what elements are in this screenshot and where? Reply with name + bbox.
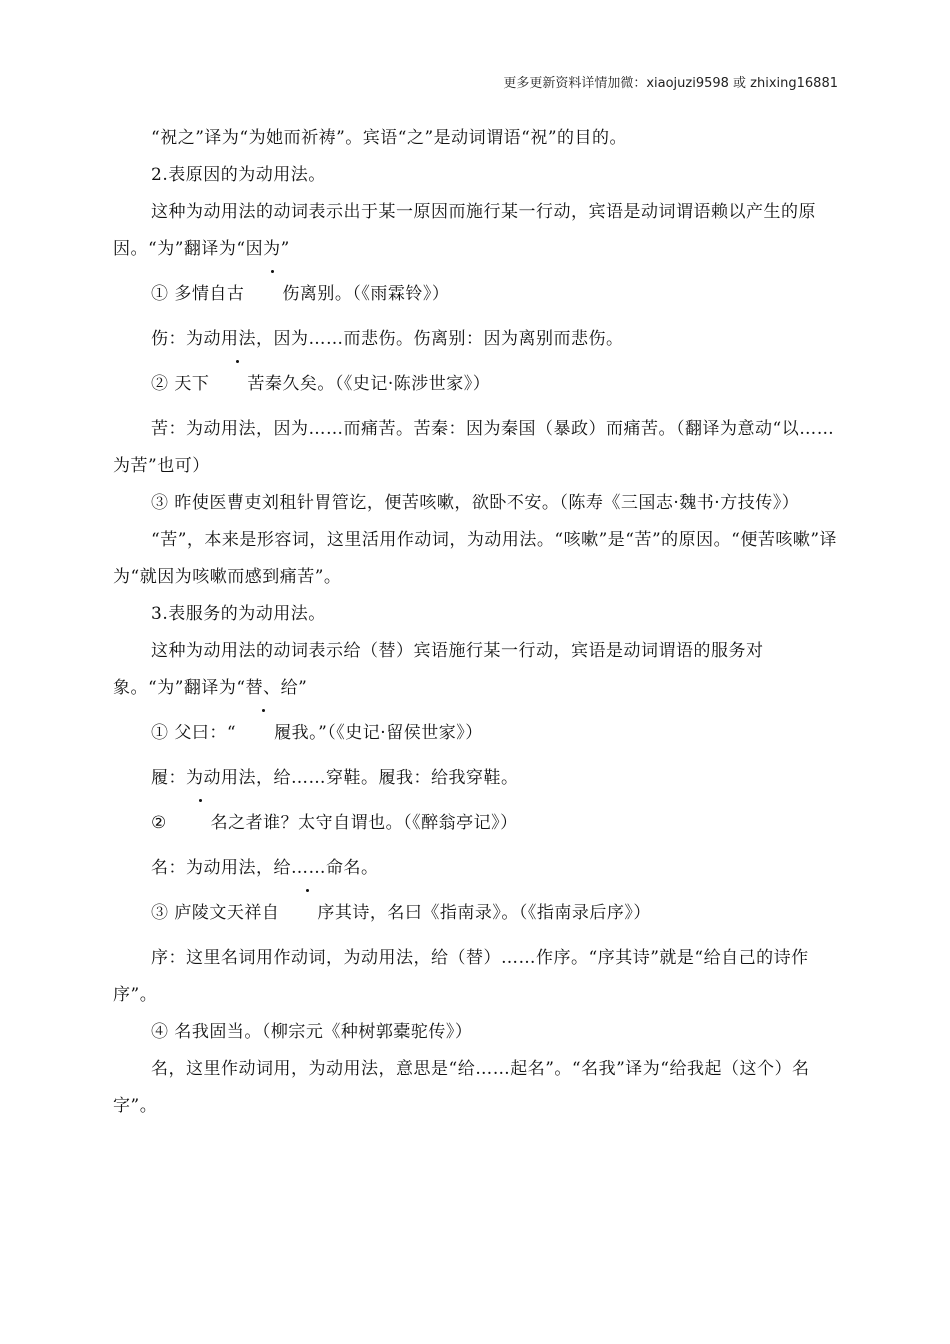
example-line [113, 276, 839, 313]
paragraph: 这种为动用法的动词表示给（替）宾语施行某一行动，宾语是动词谓语的服务对象。“为”翻译为“替、给” [113, 641, 764, 698]
paragraph: “祝之”译为“为她而祈祷”。宾语“之”是动词谓语“祝”的目的。 [151, 128, 628, 148]
example-text: 离别。（《雨霖铃》） [299, 284, 450, 304]
paragraph: 名：为动用法，给……命名。 [151, 858, 379, 878]
paragraph: “苦”，本来是形容词，这里活用作动词，为动用法。“咳嗽”是“苦”的原因。“便苦咳嗽”译为“就因为咳嗽而感到痛苦”。 [113, 530, 838, 587]
example-line [113, 715, 839, 752]
section-heading: 3.表服务的为动用法。 [151, 604, 326, 624]
example-text: ① 父曰：“ [151, 723, 237, 743]
section-heading: 2.表原因的为动用法。 [151, 165, 326, 185]
paragraph: 序：这里名词用作动词，为动用法，给（替）……作序。“序其诗”就是“给自己的诗作序”。 [113, 948, 809, 1005]
example-text: ③ 庐陵文天祥自 [151, 903, 280, 923]
example-text: ② 天下 [151, 374, 210, 394]
emphasized-character: 名 [173, 805, 229, 842]
emphasized-character: 序 [279, 895, 335, 932]
example-text: ② [151, 813, 173, 833]
emphasized-character: 履 [236, 715, 292, 752]
example-line [113, 366, 839, 403]
document-body [113, 120, 839, 1125]
example-line: ③ 昨使医曹吏刘租针胃管讫，便苦咳嗽，欲卧不安。（陈寿《三国志·魏书·方技传》） [151, 493, 800, 513]
example-line: ④ 名我固当。（柳宗元《种树郭橐驼传》） [151, 1022, 473, 1042]
emphasized-character: 苦 [209, 366, 265, 403]
example-text: 之者谁？太守自谓也。（《醉翁亭记》） [228, 813, 518, 833]
example-line [113, 805, 839, 842]
header-note: 更多更新资料详情加微：xiaojuzi9598 或 zhixing16881 [503, 76, 838, 91]
example-text: 其诗，名曰《指南录》。（《指南录后序》） [334, 903, 651, 923]
paragraph: 履：为动用法，给……穿鞋。履我：给我穿鞋。 [151, 768, 519, 788]
example-line [113, 895, 839, 932]
emphasized-character: 伤 [244, 276, 300, 313]
paragraph: 伤：为动用法，因为……而悲伤。伤离别：因为离别而悲伤。 [151, 329, 624, 349]
example-text: 秦久矣。（《史记·陈涉世家》） [264, 374, 491, 394]
paragraph: 名，这里作动词用，为动用法，意思是“给……起名”。“名我”译为“给我起（这个）名字”。 [113, 1059, 810, 1116]
paragraph: 这种为动用法的动词表示出于某一原因而施行某一行动，宾语是动词谓语赖以产生的原因。“为”翻译为“因为” [113, 202, 816, 259]
example-text: ① 多情自古 [151, 284, 245, 304]
example-text: 我。”（《史记·留侯世家》） [291, 723, 483, 743]
paragraph: 苦：为动用法，因为……而痛苦。苦秦：因为秦国（暴政）而痛苦。（翻译为意动“以……为苦”也可） [113, 419, 835, 476]
